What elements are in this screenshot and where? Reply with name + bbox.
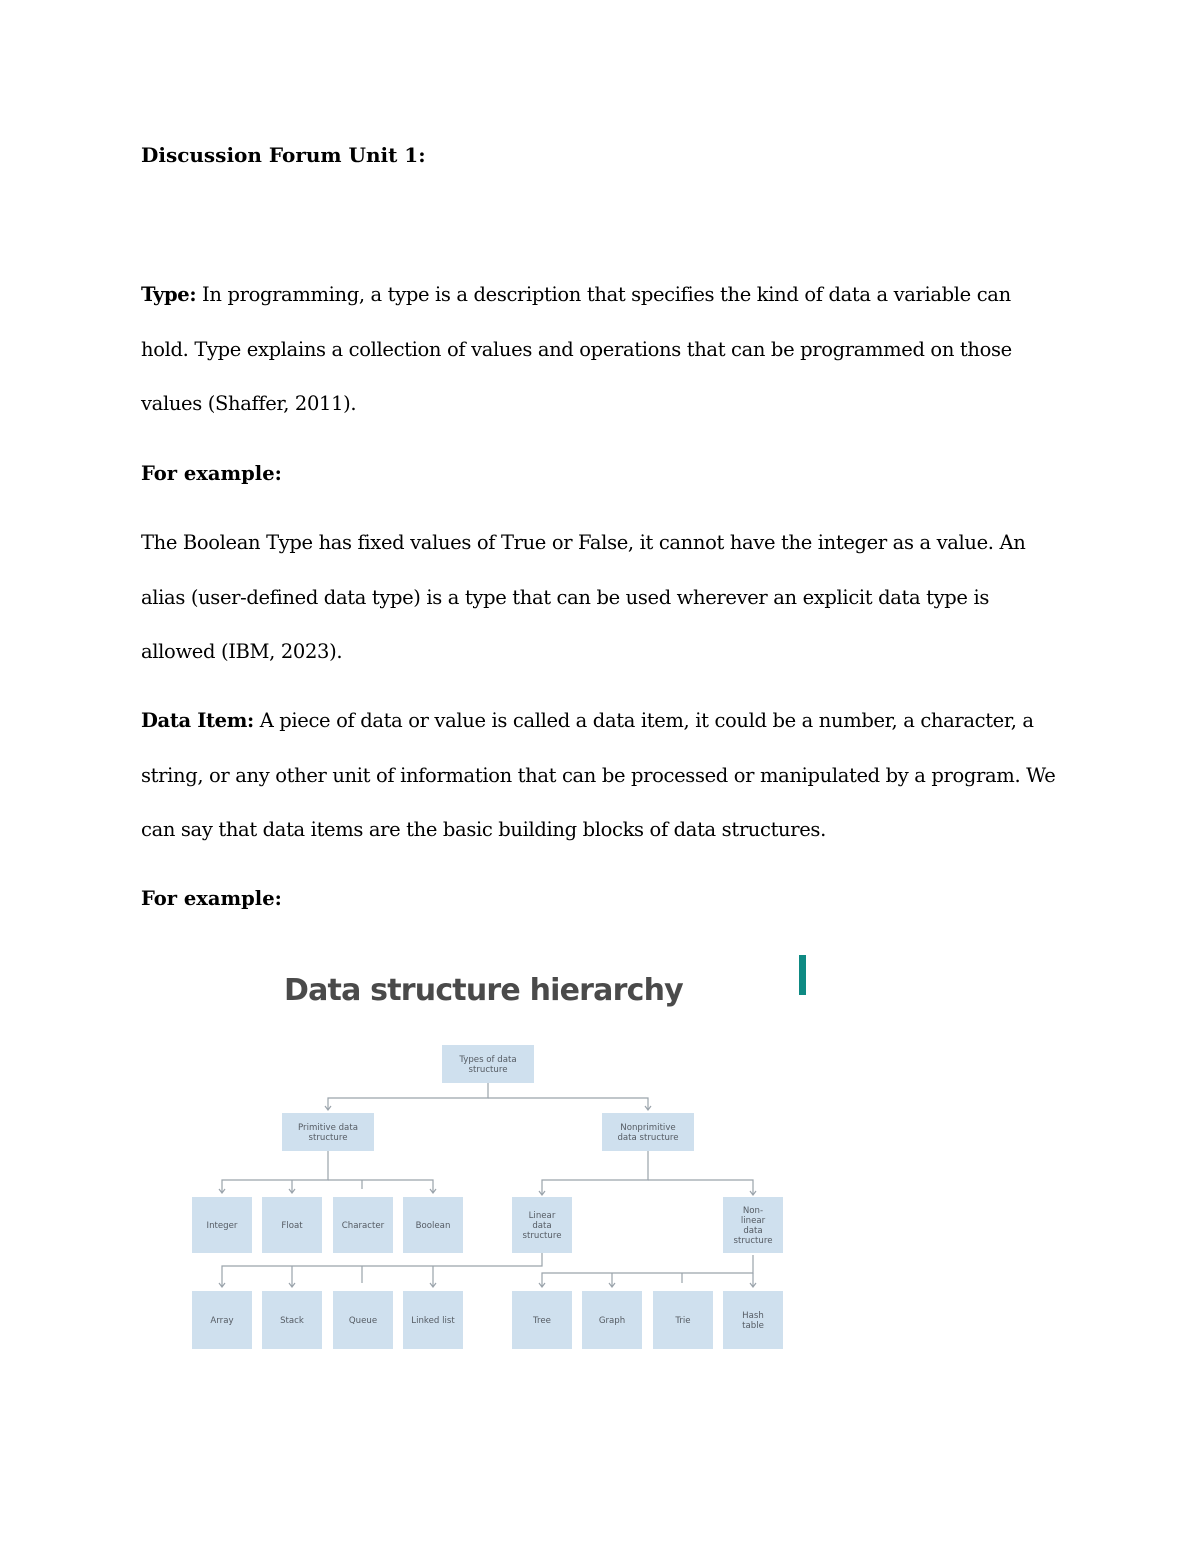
node-label: Primitive data xyxy=(298,1123,358,1133)
node-trie xyxy=(653,1291,713,1349)
data-item-label: Data Item: xyxy=(141,709,254,732)
node-label: structure xyxy=(522,1231,562,1241)
node-label: structure xyxy=(733,1236,773,1246)
node-integer xyxy=(192,1197,252,1253)
type-definition-text: In programming, a type is a description that specifies the kind of data a variable can hold. Type explains a collection of values and operations that can be programmed on those values (Shaffer, 2011). xyxy=(141,283,1012,415)
node-label: table xyxy=(742,1321,764,1331)
node-character xyxy=(333,1197,393,1253)
type-label: Type: xyxy=(141,283,197,306)
node-nonlinear xyxy=(723,1197,783,1253)
node-nonprimitive xyxy=(602,1113,694,1151)
node-primitive xyxy=(282,1113,374,1151)
node-label: Integer xyxy=(206,1221,238,1231)
node-label: data xyxy=(743,1226,763,1236)
node-label: Boolean xyxy=(415,1221,451,1231)
node-label: Queue xyxy=(348,1316,378,1326)
type-definition-paragraph xyxy=(141,268,1061,432)
node-label: Float xyxy=(281,1221,303,1231)
node-label: Non- xyxy=(742,1206,764,1216)
node-stack xyxy=(262,1291,322,1349)
data-item-paragraph xyxy=(141,694,1061,858)
hierarchy-diagram xyxy=(180,945,820,1365)
connector-lines xyxy=(219,1082,756,1287)
node-label: structure xyxy=(468,1065,508,1075)
node-label: Linear xyxy=(528,1211,556,1221)
data-structure-hierarchy-figure xyxy=(180,945,820,1365)
node-queue xyxy=(333,1291,393,1349)
node-linked-list xyxy=(403,1291,463,1349)
node-array xyxy=(192,1291,252,1349)
node-tree xyxy=(512,1291,572,1349)
node-label: linear xyxy=(740,1216,766,1226)
example-heading-2: For example: xyxy=(141,887,282,910)
data-item-text: A piece of data or value is called a data item, it could be a number, a character, a string, or any other unit of information that can be processed or manipulated by a program. We can say that data items are the basic building blocks of data structures. xyxy=(141,709,1056,841)
node-root xyxy=(442,1045,534,1083)
node-label: Trie xyxy=(675,1316,691,1326)
node-graph xyxy=(582,1291,642,1349)
boolean-paragraph: The Boolean Type has fixed values of True or False, it cannot have the integer as a value. An alias (user-defined data type) is a type that can be used wherever an explicit data type is allowed (IBM, 2023). xyxy=(141,531,1026,663)
node-label: Types of data xyxy=(459,1055,517,1065)
node-boolean xyxy=(403,1197,463,1253)
figure-title: Data structure hierarchy xyxy=(284,973,683,1008)
node-label: Linked list xyxy=(411,1316,455,1326)
node-label: Nonprimitive xyxy=(620,1123,676,1133)
node-hash-table xyxy=(723,1291,783,1349)
accent-bar xyxy=(799,955,806,995)
node-label: data structure xyxy=(617,1133,679,1143)
node-label: Array xyxy=(210,1316,234,1326)
node-label: Character xyxy=(341,1221,385,1231)
document-heading: Discussion Forum Unit 1: xyxy=(141,143,426,167)
node-label: Graph xyxy=(598,1316,626,1326)
node-label: Tree xyxy=(533,1316,551,1326)
example-heading-1: For example: xyxy=(141,462,282,485)
node-label: Hash xyxy=(742,1311,764,1321)
node-linear xyxy=(512,1197,572,1253)
node-label: Stack xyxy=(280,1316,304,1326)
node-float xyxy=(262,1197,322,1253)
node-label: data xyxy=(532,1221,552,1231)
node-label: structure xyxy=(308,1133,348,1143)
